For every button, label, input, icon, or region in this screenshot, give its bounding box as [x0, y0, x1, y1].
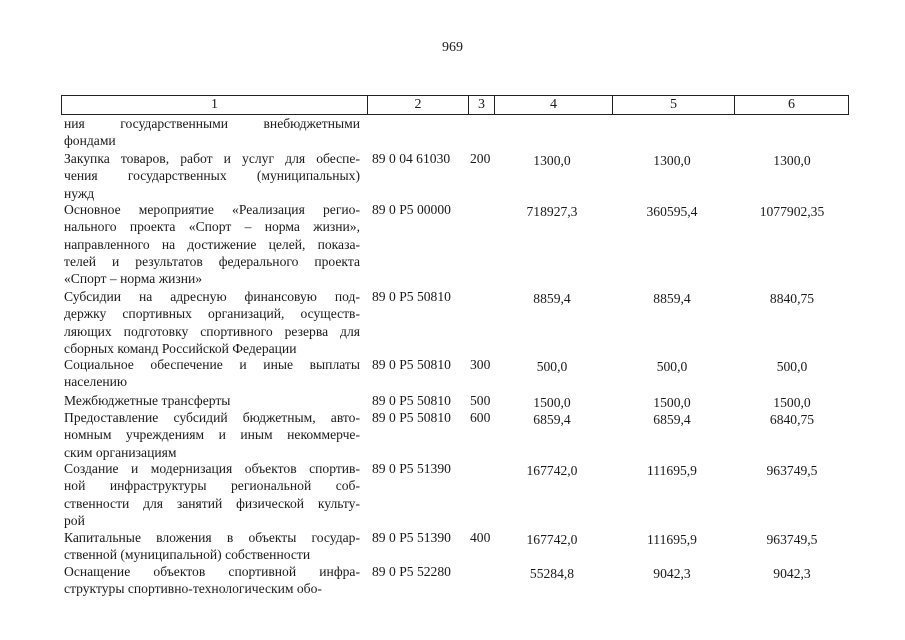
row-description — [64, 201, 360, 287]
target-code: 89 0 P5 50810 — [372, 393, 451, 408]
value-col-5: 360595,4 — [646, 204, 698, 219]
description-line: ляющих подготовку спортивного резерва для — [64, 323, 360, 339]
value-col-6: 6840,75 — [769, 412, 815, 427]
target-code: 89 0 P5 50810 — [372, 410, 451, 425]
row-description — [64, 150, 360, 202]
description-line: сборных команд Российской Федерации — [64, 340, 297, 356]
description-line: направленного на достижение целей, показа- — [64, 236, 360, 252]
row-description — [64, 288, 360, 357]
description-line: структуры спортивно-технологическим обо- — [64, 581, 322, 597]
target-code: 89 0 P5 52280 — [372, 564, 451, 579]
expense-type: 400 — [470, 530, 491, 545]
target-code: 89 0 P5 51390 — [372, 461, 451, 476]
target-code: 89 0 P5 51390 — [372, 530, 451, 545]
expense-type: 200 — [470, 151, 491, 166]
value-col-4: 167742,0 — [526, 532, 578, 547]
value-col-4: 718927,3 — [526, 204, 578, 219]
description-line: ственности для занятий физической культу- — [64, 495, 360, 511]
value-col-4: 1500,0 — [533, 395, 571, 410]
row-description — [64, 392, 360, 409]
target-code: 89 0 P5 50810 — [372, 357, 451, 372]
value-col-6: 1300,0 — [773, 153, 811, 168]
description-line: Закупка товаров, работ и услуг для обеспе- — [64, 151, 360, 166]
value-col-6: 500,0 — [776, 359, 808, 374]
value-col-4: 500,0 — [536, 359, 568, 374]
value-col-5: 9042,3 — [653, 566, 691, 581]
value-col-6: 963749,5 — [766, 532, 818, 547]
value-col-4: 1300,0 — [533, 153, 571, 168]
description-line: ственной (муниципальной) собственности — [64, 547, 311, 563]
description-line: нужд — [64, 185, 95, 201]
page-number: 969 — [442, 40, 463, 55]
description-line: Создание и модернизация объектов спортив- — [64, 461, 360, 476]
value-col-4: 55284,8 — [529, 566, 575, 581]
value-col-6: 1500,0 — [773, 395, 811, 410]
description-line: телей и результатов федерального проекта — [64, 253, 360, 269]
value-col-5: 500,0 — [656, 359, 688, 374]
value-col-4: 6859,4 — [533, 412, 571, 427]
value-col-4: 8859,4 — [533, 291, 571, 306]
value-col-5: 1500,0 — [653, 395, 691, 410]
row-description — [64, 563, 360, 598]
header-col-1: 1 — [61, 95, 367, 115]
description-line: ским организациям — [64, 444, 177, 460]
row-description — [64, 356, 360, 391]
description-line: Основное мероприятие «Реализация регио- — [64, 202, 360, 217]
target-code: 89 0 P5 00000 — [372, 202, 451, 217]
description-line: чения государственных (муниципальных) — [64, 168, 360, 184]
value-col-6: 1077902,35 — [759, 204, 825, 219]
row-description — [64, 409, 360, 461]
row-description — [64, 115, 360, 150]
value-col-6: 8840,75 — [769, 291, 815, 306]
description-line: «Спорт – норма жизни» — [64, 271, 203, 287]
header-col-5: 5 — [612, 95, 734, 115]
value-col-4: 167742,0 — [526, 463, 578, 478]
description-line: ной инфраструктуры региональной соб- — [64, 478, 360, 494]
description-line: Субсидии на адресную финансовую под- — [64, 289, 360, 304]
target-code: 89 0 P5 50810 — [372, 289, 451, 304]
value-col-5: 8859,4 — [653, 291, 691, 306]
value-col-5: 111695,9 — [647, 532, 697, 547]
header-col-2: 2 — [367, 95, 468, 115]
description-line: рой — [64, 512, 85, 528]
value-col-5: 1300,0 — [653, 153, 691, 168]
description-line: Социальное обеспечение и иные выплаты — [64, 357, 360, 372]
target-code: 89 0 04 61030 — [372, 151, 451, 166]
expense-type: 500 — [470, 393, 491, 408]
value-col-5: 111695,9 — [647, 463, 697, 478]
value-col-5: 6859,4 — [653, 412, 691, 427]
value-col-6: 9042,3 — [773, 566, 811, 581]
row-description — [64, 460, 360, 529]
description-line: держку спортивных организаций, осуществ- — [64, 306, 360, 322]
description-line: Предоставление субсидий бюджетным, авто- — [64, 410, 360, 425]
expense-type: 600 — [470, 410, 491, 425]
expense-type: 300 — [470, 357, 491, 372]
description-line: Капитальные вложения в объекты государ- — [64, 530, 360, 545]
value-col-6: 963749,5 — [766, 463, 818, 478]
description-line: фондами — [64, 133, 116, 149]
description-line: населению — [64, 374, 128, 390]
description-line: ния государственными внебюджетными — [64, 116, 360, 131]
header-col-6: 6 — [734, 95, 849, 115]
description-line: номным учреждениям и иным некоммерче- — [64, 427, 360, 443]
row-description — [64, 529, 360, 564]
description-line: нального проекта «Спорт – норма жизни», — [64, 219, 360, 235]
header-col-3: 3 — [468, 95, 494, 115]
description-line: Оснащение объектов спортивной инфра- — [64, 564, 360, 579]
description-line: Межбюджетные трансферты — [64, 393, 231, 408]
header-col-4: 4 — [494, 95, 612, 115]
